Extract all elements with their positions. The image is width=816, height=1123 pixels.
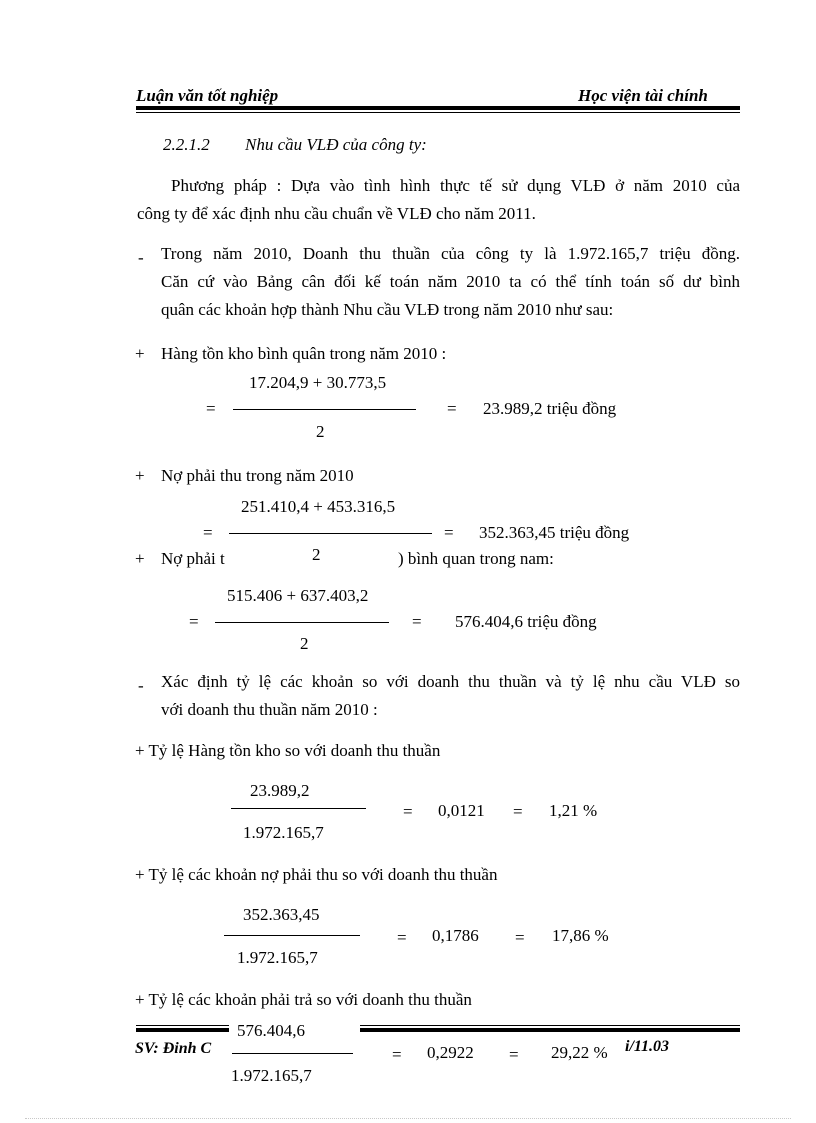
ratio1-equals-2: =: [513, 802, 523, 821]
inventory-equals: =: [206, 399, 216, 418]
receivable-equals-2: =: [444, 523, 454, 542]
section-number: 2.2.1.2: [163, 135, 210, 154]
ratio2-numerator: 352.363,45: [243, 905, 320, 924]
footer-rule-left-thick: [136, 1028, 229, 1032]
ratio1-percent: 1,21 %: [549, 801, 598, 820]
ratio1-fraction-bar: [231, 808, 366, 809]
payable-denominator: 2: [300, 634, 309, 653]
inventory-denominator: 2: [316, 422, 325, 441]
receivable-denominator: 2: [312, 545, 321, 564]
header-left: Luận văn tốt nghiệp: [136, 86, 279, 105]
inventory-result: 23.989,2 triệu đồng: [483, 399, 617, 418]
ratio3-denominator: 1.972.165,7: [231, 1066, 312, 1085]
receivable-fraction-bar: [229, 533, 432, 534]
bullet1-line-2: Căn cứ vào Bảng cân đối kế toán năm 2010 ta có thể tính toán số dư bình: [161, 272, 740, 291]
inventory-marker: +: [135, 344, 145, 363]
footer-rule-right-thick: [360, 1028, 740, 1032]
bullet2-line-1: Xác định tỷ lệ các khoản so với doanh thu thuần và tỷ lệ nhu cầu VLĐ so: [161, 672, 740, 691]
ratio2-percent: 17,86 %: [552, 926, 609, 945]
payable-label-left: Nợ phải t: [161, 549, 225, 568]
receivable-label: Nợ phải thu trong năm 2010: [161, 466, 354, 485]
ratio3-equals: =: [392, 1045, 402, 1064]
ratio1-label: + Tỷ lệ Hàng tồn kho so với doanh thu thuần: [135, 741, 441, 760]
receivable-result: 352.363,45 triệu đồng: [479, 523, 630, 542]
payable-marker: +: [135, 549, 145, 568]
bullet-dash-2: -: [138, 676, 144, 695]
inventory-equals-2: =: [447, 399, 457, 418]
ratio3-percent: 29,22 %: [548, 1043, 611, 1063]
payable-fraction-bar: [215, 622, 389, 623]
footer-left: SV: Đinh C: [135, 1040, 212, 1057]
ratio2-denominator: 1.972.165,7: [237, 948, 318, 967]
ratio1-numerator: 23.989,2: [250, 781, 310, 800]
ratio3-numerator: 576.404,6: [237, 1021, 305, 1040]
inventory-fraction-bar: [233, 409, 416, 410]
header-rule-thin: [136, 112, 740, 113]
ratio3-fraction-bar: [232, 1053, 353, 1054]
receivable-equals: =: [203, 523, 213, 542]
intro-line-1: Phương pháp : Dựa vào tình hình thực tế sử dụng VLĐ ở năm 2010 của: [171, 176, 740, 195]
header-right: Học viện tài chính: [578, 86, 708, 105]
ratio2-fraction-bar: [224, 935, 360, 936]
payable-numerator: 515.406 + 637.403,2: [227, 586, 369, 605]
payable-result: 576.404,6 triệu đồng: [455, 612, 597, 631]
ratio3-decimal: 0,2922: [427, 1043, 474, 1062]
bullet1-line-3: quân các khoản hợp thành Nhu cầu VLĐ trong năm 2010 như sau:: [161, 300, 614, 319]
inventory-numerator: 17.204,9 + 30.773,5: [249, 373, 387, 392]
ratio2-decimal: 0,1786: [432, 926, 479, 945]
bullet2-line-2: với doanh thu thuần năm 2010 :: [161, 700, 378, 719]
payable-equals: =: [189, 612, 199, 631]
payable-label-right: ) bình quan trong nam:: [398, 549, 554, 568]
footer-rule-left-thin: [136, 1025, 229, 1026]
intro-line-2: công ty để xác định nhu cầu chuẩn về VLĐ cho năm 2011.: [137, 204, 536, 223]
footer-rule-right-thin: [360, 1025, 740, 1026]
ratio1-equals: =: [403, 802, 413, 821]
receivable-marker: +: [135, 466, 145, 485]
payable-equals-2: =: [412, 612, 422, 631]
bullet1-line-1: Trong năm 2010, Doanh thu thuần của công ty là 1.972.165,7 triệu đồng.: [161, 244, 740, 263]
inventory-label: Hàng tồn kho bình quân trong năm 2010 :: [161, 344, 447, 363]
ratio2-equals: =: [397, 928, 407, 947]
section-title: Nhu cầu VLĐ của công ty:: [245, 135, 427, 154]
footer-right: i/11.03: [625, 1038, 670, 1055]
header-rule-thick: [136, 106, 740, 110]
page-bottom-dotted-border: [25, 1118, 791, 1119]
bullet-dash-1: -: [138, 248, 144, 267]
receivable-numerator: 251.410,4 + 453.316,5: [241, 497, 396, 516]
ratio3-equals-2: =: [509, 1045, 519, 1064]
ratio3-label: + Tỷ lệ các khoản phải trả so với doanh thu thuần: [135, 990, 472, 1009]
ratio2-equals-2: =: [515, 928, 525, 947]
ratio2-label: + Tỷ lệ các khoản nợ phải thu so với doanh thu thuần: [135, 865, 498, 884]
ratio1-denominator: 1.972.165,7: [243, 823, 324, 842]
ratio1-decimal: 0,0121: [438, 801, 485, 820]
